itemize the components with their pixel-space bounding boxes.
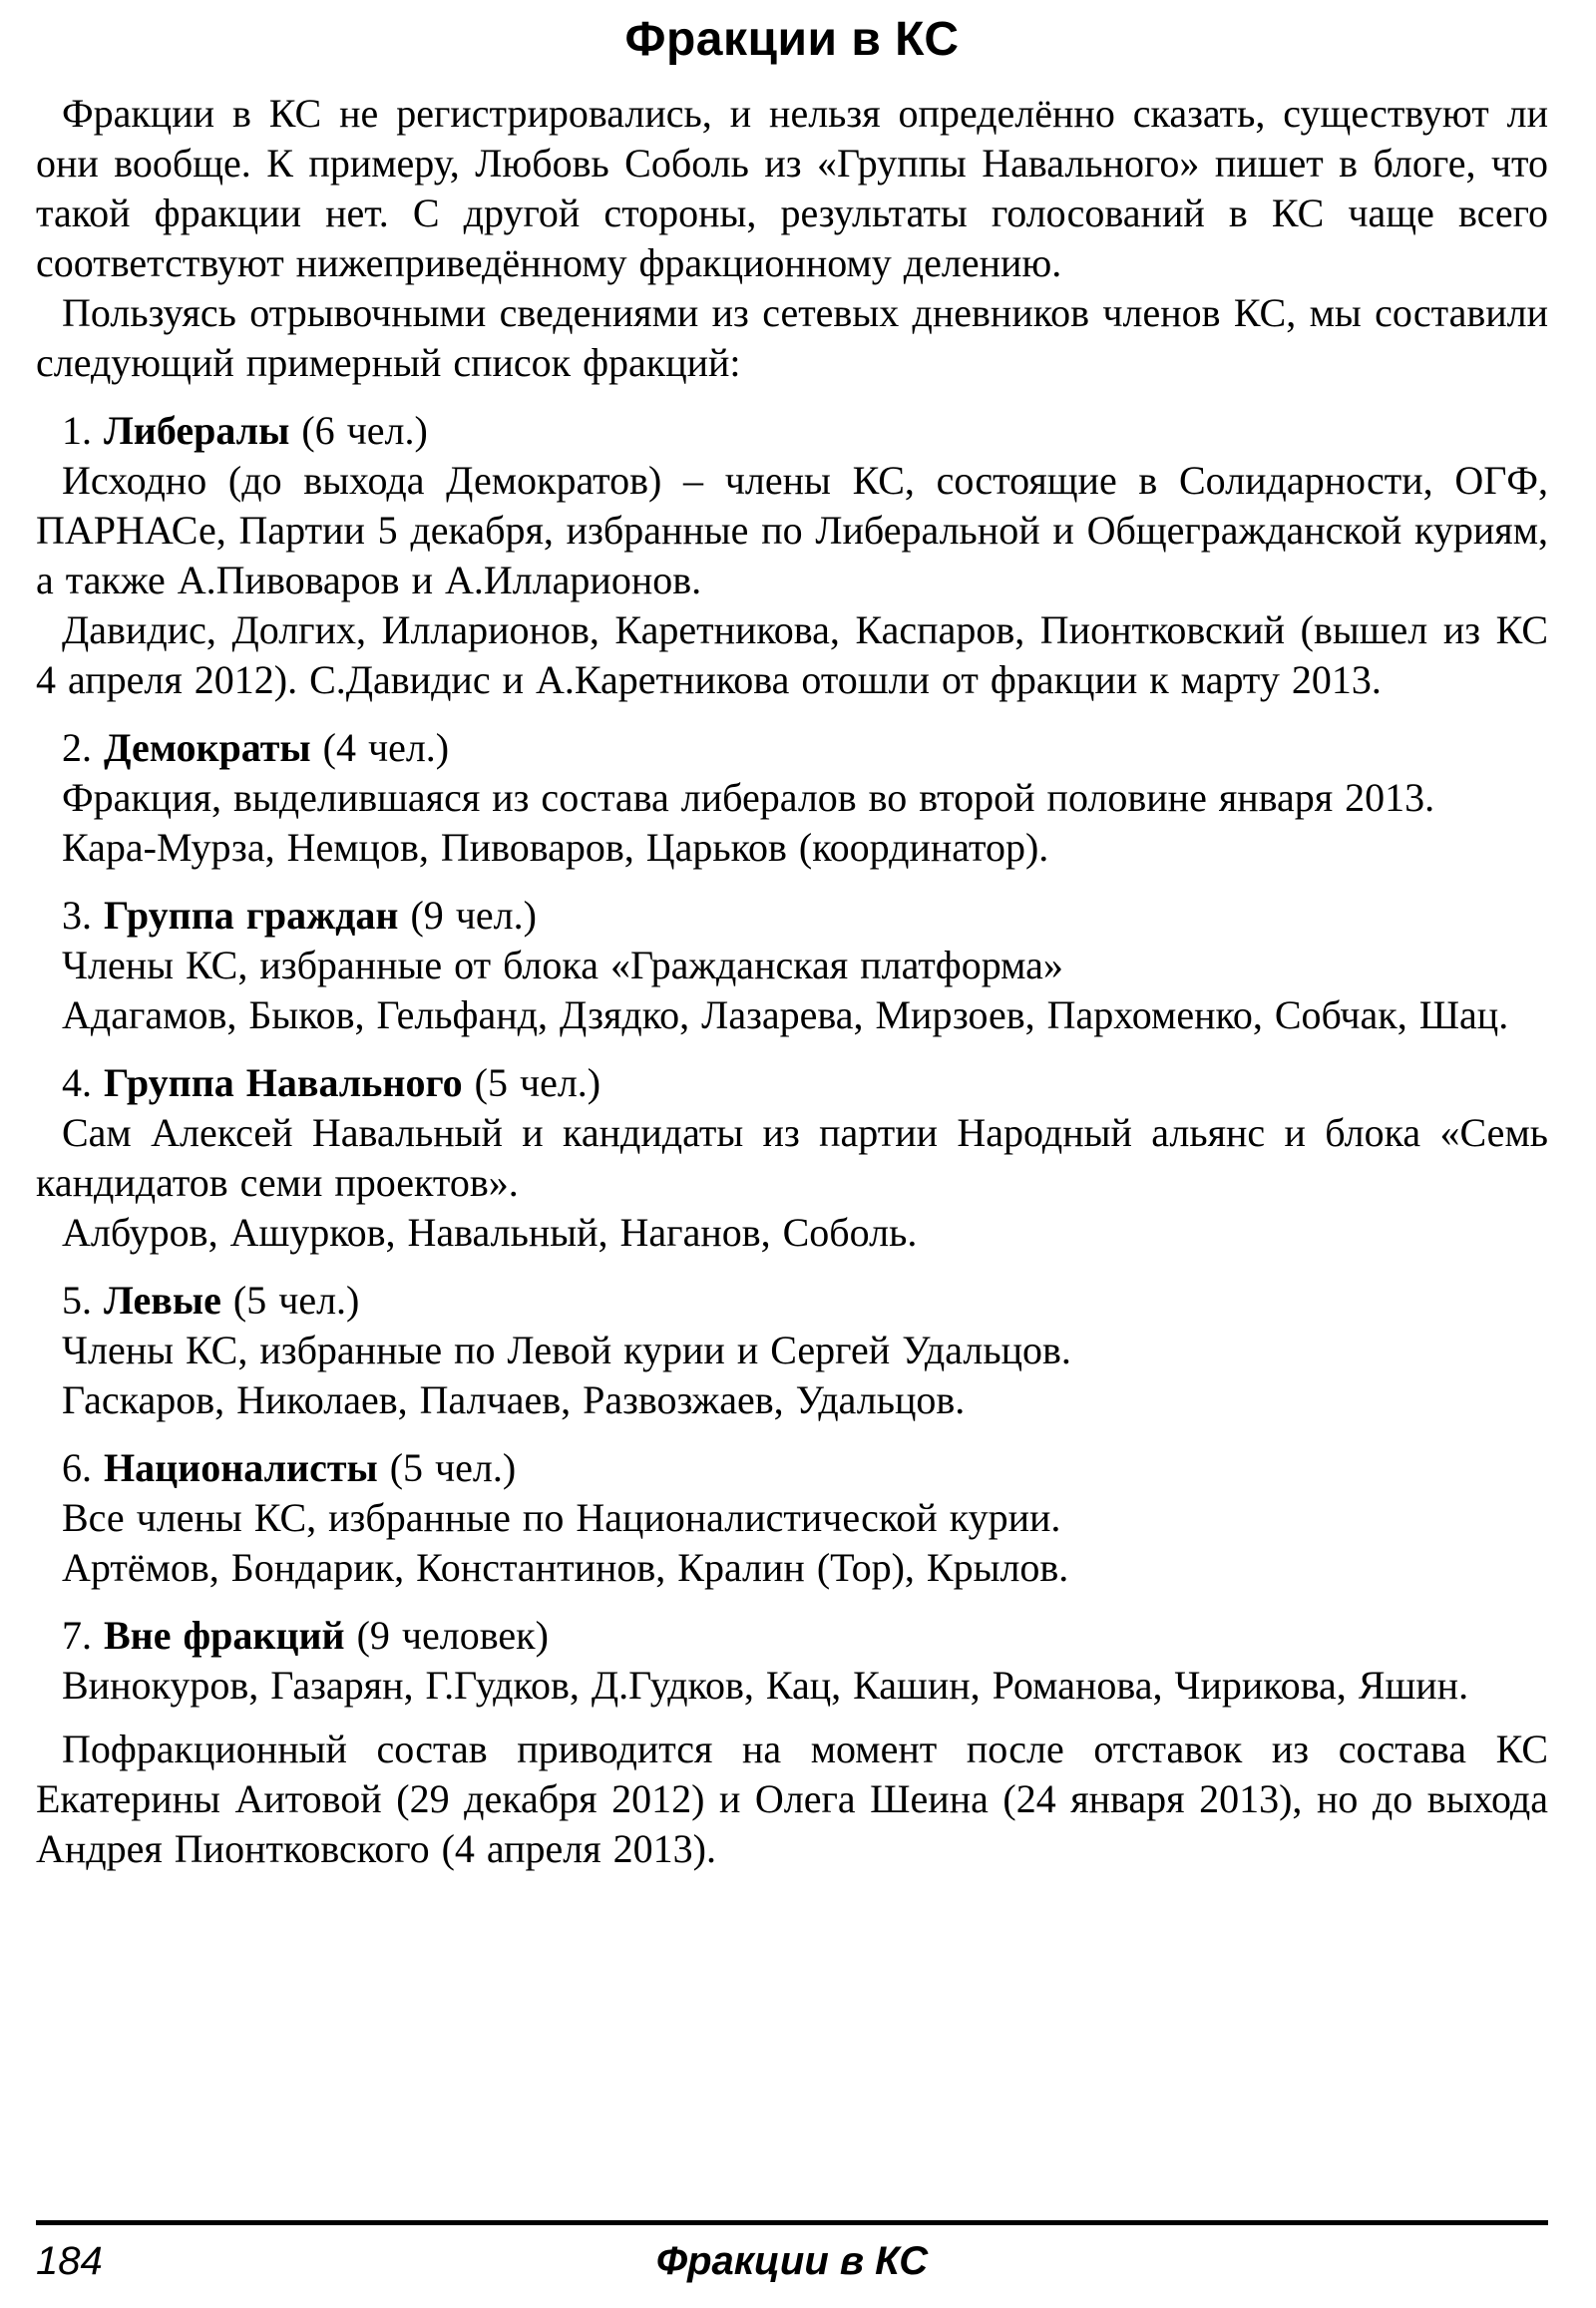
closing-note-paragraph: Пофракционный состав приводится на момент после отставок из состава КС Екатерины Аитовой (29 декабря 2012) и Олега Шеина (24 января 2013), но до выхода Андрея Пионтковского (4 апреля 2013). xyxy=(36,1727,1548,1872)
faction-count: (5 чел.) xyxy=(232,1278,360,1324)
faction-count: (9 чел.) xyxy=(410,893,537,939)
faction-heading xyxy=(36,406,1548,456)
running-title: Фракции в КС xyxy=(655,2239,929,2283)
faction-heading xyxy=(36,1058,1548,1108)
faction-count: (5 чел.) xyxy=(389,1445,517,1491)
intro-paragraph-2: Пользуясь отрывочными сведениями из сетевых дневников членов КС, мы составили следующий примерный список фракций: xyxy=(36,290,1548,386)
faction-name: Левые xyxy=(104,1278,221,1324)
faction-description: Члены КС, избранные по Левой курии и Сергей Удальцов. xyxy=(62,1328,1071,1373)
page-number: 184 xyxy=(36,2239,103,2283)
page-title: Фракции в КС xyxy=(624,13,960,66)
closing-note-wrap xyxy=(36,1725,1548,1874)
faction-name: Группа Навального xyxy=(104,1060,463,1106)
faction-section-navalny-group xyxy=(36,1058,1548,1258)
faction-description: Фракция, выделившаяся из состава либералов во второй половине января 2013. xyxy=(62,775,1435,821)
faction-name: Националисты xyxy=(104,1445,378,1491)
faction-members: Винокуров, Газарян, Г.Гудков, Д.Гудков, Кац, Кашин, Романова, Чирикова, Яшин. xyxy=(62,1663,1469,1709)
faction-section-left xyxy=(36,1276,1548,1425)
faction-name: Либералы xyxy=(104,408,290,454)
faction-number: 3. xyxy=(62,893,92,939)
faction-count: (5 чел.) xyxy=(474,1060,601,1106)
faction-description: Исходно (до выхода Демократов) – члены КС, состоящие в Солидарности, ОГФ, ПАРНАСе, Партии 5 декабря, избранные по Либеральной и Общегражданской куриям, а также А.Пивоваров и А.Илларионов. xyxy=(36,458,1548,603)
faction-members: Артёмов, Бондарик, Константинов, Кралин (Тор), Крылов. xyxy=(62,1545,1069,1591)
footer-row xyxy=(36,2225,1548,2283)
faction-name: Демократы xyxy=(104,725,311,771)
faction-number: 5. xyxy=(62,1278,92,1324)
faction-description: Все члены КС, избранные по Националистической курии. xyxy=(62,1495,1061,1541)
faction-description: Члены КС, избранные от блока «Гражданская платформа» xyxy=(62,943,1063,988)
faction-members: Гаскаров, Николаев, Палчаев, Развозжаев, Удальцов. xyxy=(62,1377,966,1423)
faction-description: Сам Алексей Навальный и кандидаты из партии Народный альянс и блока «Семь кандидатов семи проектов». xyxy=(36,1110,1548,1206)
faction-section-liberals xyxy=(36,406,1548,705)
faction-members: Адагамов, Быков, Гельфанд, Дзядко, Лазарева, Мирзоев, Пархоменко, Собчак, Шац. xyxy=(62,992,1509,1038)
faction-section-nationalists xyxy=(36,1443,1548,1593)
faction-number: 1. xyxy=(62,408,92,454)
faction-count: (4 чел.) xyxy=(322,725,450,771)
faction-heading xyxy=(36,1611,1548,1661)
faction-number: 2. xyxy=(62,725,92,771)
faction-members: Кара-Мурза, Немцов, Пивоваров, Царьков (координатор). xyxy=(62,825,1049,871)
faction-number: 6. xyxy=(62,1445,92,1491)
faction-members: Албуров, Ашурков, Навальный, Наганов, Соболь. xyxy=(62,1210,918,1256)
faction-name: Группа граждан xyxy=(104,893,399,939)
faction-number: 7. xyxy=(62,1613,92,1659)
faction-heading xyxy=(36,1276,1548,1326)
faction-count: (9 человек) xyxy=(356,1613,549,1659)
faction-number: 4. xyxy=(62,1060,92,1106)
faction-section-citizens-group xyxy=(36,891,1548,1040)
intro-paragraph-1: Фракции в КС не регистрировались, и нельзя определённо сказать, существуют ли они вообще. К примеру, Любовь Соболь из «Группы Навального» пишет в блоге, что такой фракции нет. С другой стороны, результаты голосований в КС чаще всего соответствуют нижеприведённому фракционному делению. xyxy=(36,91,1548,286)
faction-heading xyxy=(36,1443,1548,1493)
faction-count: (6 чел.) xyxy=(301,408,428,454)
faction-section-non-faction xyxy=(36,1611,1548,1711)
faction-heading xyxy=(36,723,1548,773)
faction-heading xyxy=(36,891,1548,941)
page-footer xyxy=(36,2220,1548,2283)
faction-members: Давидис, Долгих, Илларионов, Каретникова, Каспаров, Пионтковский (вышел из КС 4 апреля 2012). С.Давидис и А.Каретникова отошли от фракции к марту 2013. xyxy=(36,607,1548,703)
faction-section-democrats xyxy=(36,723,1548,873)
faction-name: Вне фракций xyxy=(104,1613,345,1659)
